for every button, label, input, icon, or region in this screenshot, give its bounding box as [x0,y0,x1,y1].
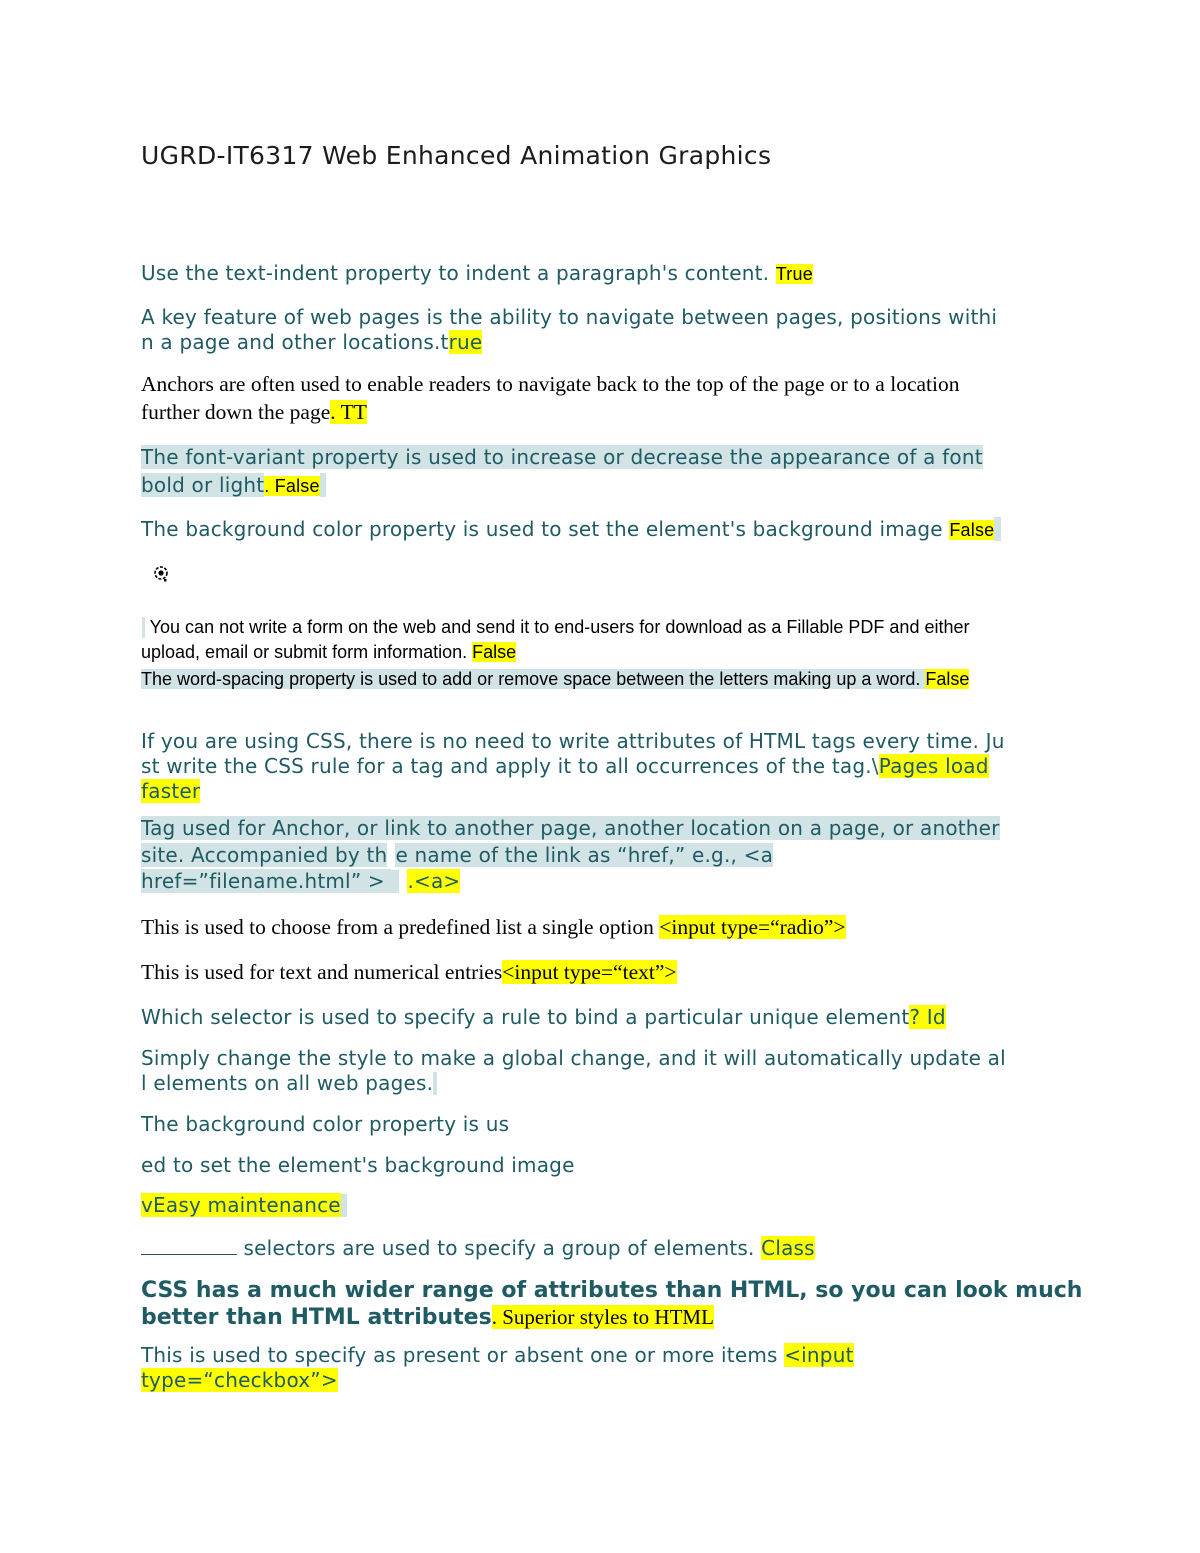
question-id-selector [141,1006,946,1029]
answer-easy-maintenance [141,1194,347,1217]
question-text: This is used to specify as present or absent one or more items [141,1343,785,1367]
answer-highlight: True [775,264,813,284]
question-text: The word-spacing property is used to add or remove space between the letters making up a word. [141,669,926,689]
question-bg-color-line2: ed to set the element's background image [141,1153,575,1177]
question-word-spacing [141,669,969,690]
question-background-color [141,518,1001,541]
answer-highlight: Pages load [878,754,989,778]
answer-highlight: False [949,520,995,540]
question-text: bold or light [141,473,265,497]
question-anchors-line2 [141,400,367,425]
question-text: The background color property is used to set the element's background image [141,517,950,541]
answer-highlight: . TT [330,400,367,424]
answer-highlight: ? Id [909,1005,946,1029]
question-text: You can not write a form on the web and send it to end-users for download as a Fillable PDF and either [145,617,970,637]
question-text-indent [141,262,813,285]
question-radio [141,915,846,940]
radio-selected-icon [153,565,171,583]
question-text: n a page and other locations.t [141,330,449,354]
document-title: UGRD-IT6317 Web Enhanced Animation Graphics [141,141,772,170]
answer-highlight: <input type=“text”> [502,960,677,984]
question-global-change-line2 [141,1072,437,1095]
question-font-variant-line1 [141,446,983,469]
answer-highlight: vEasy maintenance [141,1193,341,1217]
question-text: The font-variant property is used to increase or decrease the appearance of a font [141,445,983,469]
question-text: This is used for text and numerical entries [141,960,503,984]
answer-highlight: False [925,669,970,689]
answer-highlight: type=“checkbox”> [141,1368,338,1392]
question-class-selector [141,1235,815,1260]
question-text: This is used to choose from a predefined list a single option [141,915,660,939]
question-fillable-pdf-line1 [142,617,969,638]
answer-highlight: <input type=“radio”> [659,915,846,939]
question-anchor-tag-line1 [141,817,1000,840]
answer-highlight: <input [784,1343,854,1367]
question-text: upload, email or submit form information. [141,642,473,662]
answer-highlight: .<a> [407,869,461,893]
question-text: further down the page [141,400,331,424]
question-css-line3 [141,780,200,803]
question-checkbox-line1 [141,1344,854,1367]
answer-highlight: rue [448,330,483,354]
question-anchor-tag-line2 [141,844,773,867]
question-text: e name of the link as “href,” e.g., <a [395,843,774,867]
question-bg-color-line1: The background color property is us [141,1112,510,1136]
question-css-line2 [141,755,989,778]
question-css-line1: If you are using CSS, there is no need to write attributes of HTML tags every time. Ju [141,729,1005,753]
question-css-attributes-line2 [141,1305,714,1330]
question-font-variant-line2 [141,474,326,497]
question-css-attributes-line1: CSS has a much wider range of attributes than HTML, so you can look much [141,1278,1083,1303]
question-global-change-line1: Simply change the style to make a global change, and it will automatically update al [141,1046,1006,1070]
fill-in-blank [141,1235,237,1255]
answer-highlight: False [472,642,517,662]
answer-highlight: . False [264,476,320,496]
question-text: Use the text-indent property to indent a paragraph's content. [141,261,776,285]
answer-highlight: faster [141,779,201,803]
question-navigate-line1: A key feature of web pages is the ability to navigate between pages, positions withi [141,305,998,329]
question-text: selectors are used to specify a group of elements. [237,1236,762,1260]
question-text-input [141,960,677,985]
question-text: site. Accompanied by th [141,843,388,867]
answer-highlight: Class [761,1236,815,1260]
question-text: Tag used for Anchor, or link to another page, another location on a page, or another [141,816,1000,840]
answer-highlight: . Superior styles to HTML [491,1305,714,1329]
question-anchor-tag-line3 [141,870,460,893]
question-navigate-line2 [141,331,482,354]
question-text: Which selector is used to specify a rule to bind a particular unique element [141,1005,910,1029]
question-text: st write the CSS rule for a tag and apply it to all occurrences of the tag.\ [141,754,879,778]
question-text: href=”filename.html” > [141,869,392,893]
question-fillable-pdf-line2 [141,642,516,663]
question-anchors-line1: Anchors are often used to enable readers to navigate back to the top of the page or to a location [141,372,960,396]
question-text: better than HTML attributes [141,1305,492,1330]
question-checkbox-line2 [141,1369,338,1392]
question-text: l elements on all web pages. [141,1071,434,1095]
